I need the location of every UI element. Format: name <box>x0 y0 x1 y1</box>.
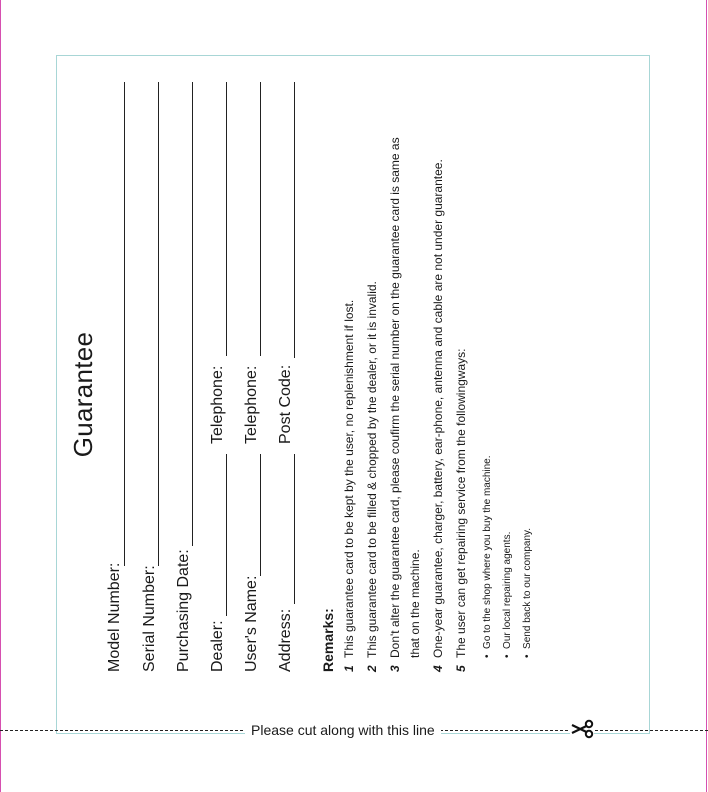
telephone-label-1: Telephone: <box>209 365 226 444</box>
address-label: Address: <box>277 608 294 672</box>
remark-item: This guarantee card to be kept by the user, no replenishment if lost. <box>342 299 356 658</box>
cut-line-label: Please cut along with this line <box>245 722 441 738</box>
telephone-line-1 <box>226 82 227 356</box>
scissors-icon <box>570 719 594 739</box>
remark-item: Don't alter the guarantee card, please coufirm the serial number on the guarantee card is same as <box>388 137 402 658</box>
remark-item-continuation: that on the machine. <box>408 549 422 658</box>
address-line <box>294 454 295 604</box>
serial-number-line <box>158 82 159 566</box>
purchasing-date-line <box>192 82 193 546</box>
bullet-text: Send back to our company. <box>522 527 533 649</box>
model-number-label: Model Number: <box>106 562 123 672</box>
remark-item: One-year guarantee, charger, battery, ear-phone, antenna and cable are not under guarantee. <box>431 159 445 658</box>
bullet-item <box>482 455 493 658</box>
users-name-label: User's Name: <box>243 575 260 672</box>
guarantee-card <box>56 55 650 734</box>
users-name-line <box>260 454 261 576</box>
bullet-text: Our local repairing agents. <box>502 531 513 649</box>
bullet-item <box>502 532 513 658</box>
remark-number: 1 <box>342 665 356 672</box>
remark-number: 4 <box>431 665 445 672</box>
dealer-label: Dealer: <box>209 620 226 672</box>
model-number-line <box>124 82 125 566</box>
remark-number: 5 <box>454 665 468 672</box>
purchasing-date-label: Purchasing Date: <box>175 549 192 672</box>
serial-number-label: Serial Number: <box>141 565 158 672</box>
bullet-dot-icon: • <box>482 648 493 658</box>
bullet-item <box>522 528 533 658</box>
remark-number: 2 <box>365 665 379 672</box>
telephone-label-2: Telephone: <box>243 365 260 444</box>
bullet-dot-icon: • <box>502 648 513 658</box>
dealer-line <box>226 454 227 616</box>
remarks-heading: Remarks: <box>320 608 336 672</box>
remark-item: The user can get repairing service from the followingways: <box>454 348 468 658</box>
bullet-text: Go to the shop where you buy the machine. <box>482 455 493 649</box>
card-title: Guarantee <box>68 331 98 458</box>
telephone-line-2 <box>260 82 261 356</box>
post-code-line <box>294 82 295 358</box>
page-edge-right <box>706 0 707 792</box>
post-code-label: Post Code: <box>277 364 294 444</box>
remark-item: This guarantee card to be filled & chopped by the dealer, or it is invalid. <box>365 281 379 658</box>
page-edge-left <box>0 0 1 792</box>
remark-number: 3 <box>388 665 402 672</box>
bullet-dot-icon: • <box>522 648 533 658</box>
